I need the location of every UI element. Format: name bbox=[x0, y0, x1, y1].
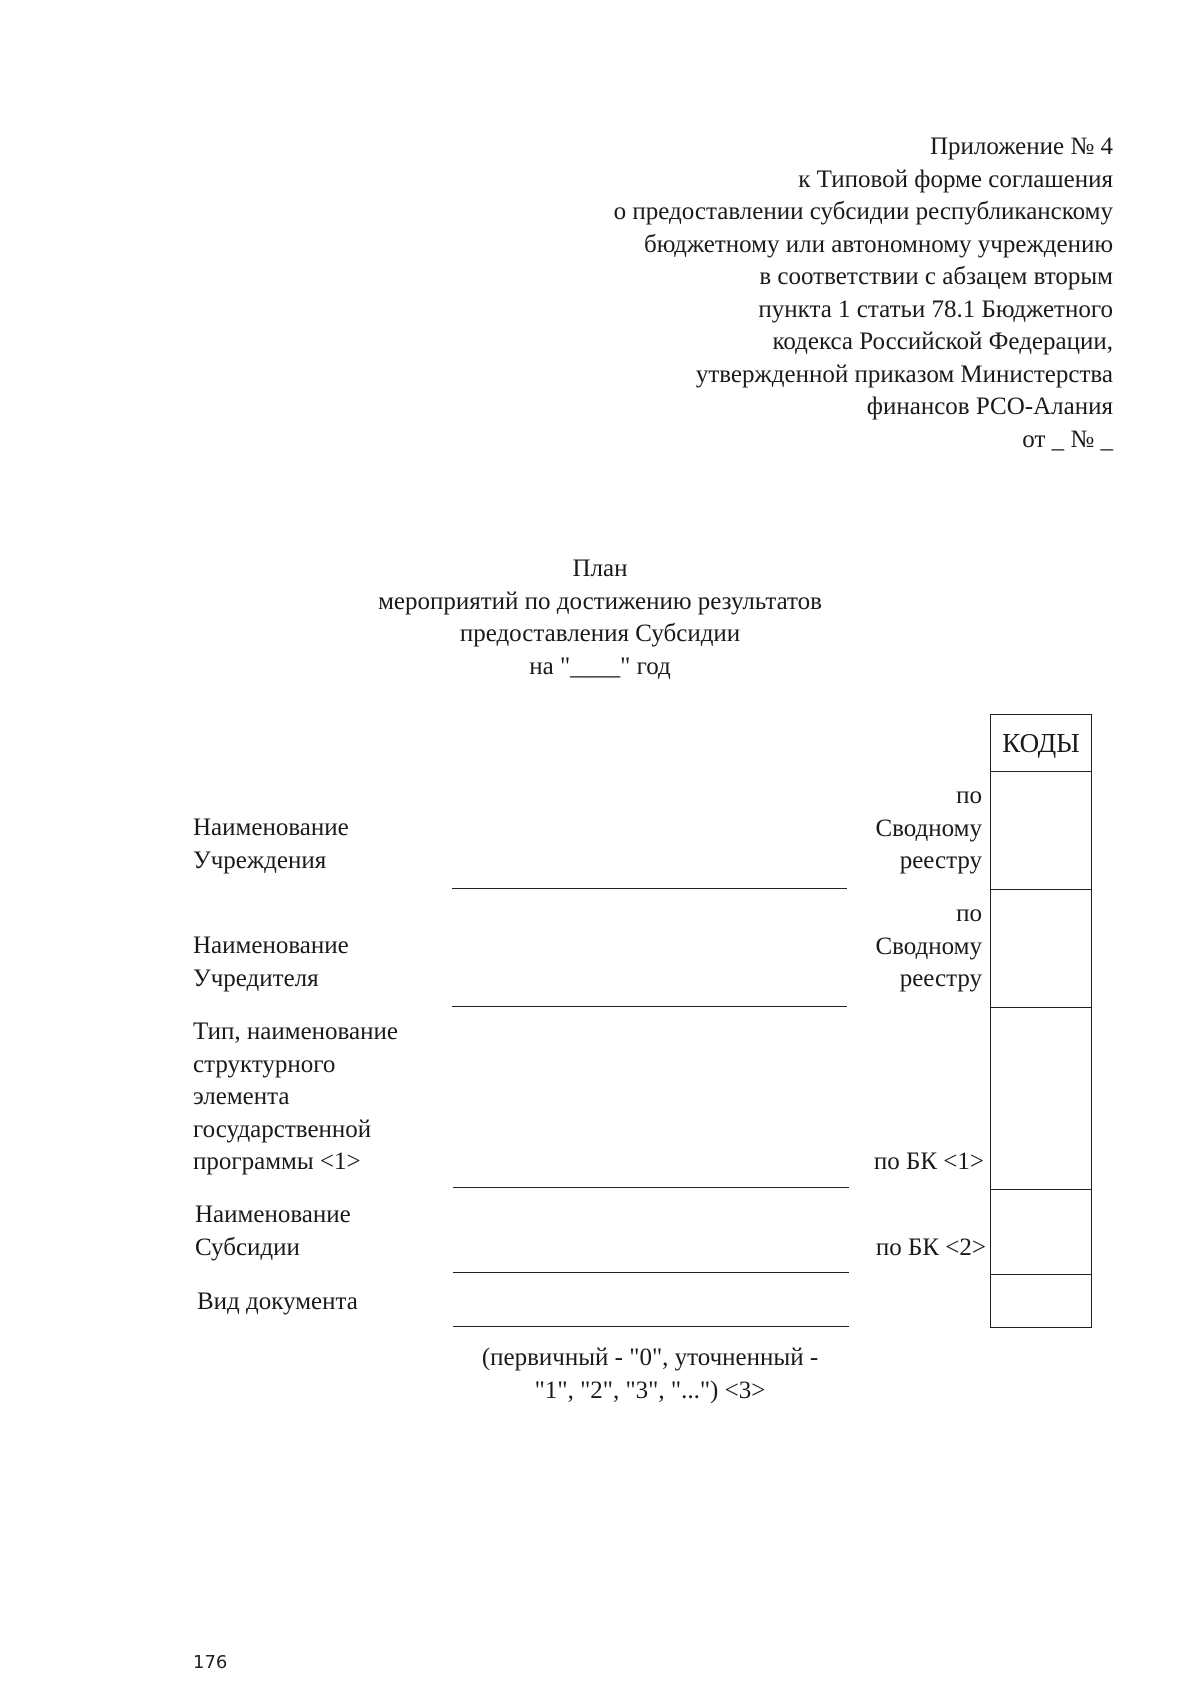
code-cell-program-bk[interactable] bbox=[991, 1007, 1091, 1189]
code-cell-doctype[interactable] bbox=[991, 1274, 1091, 1327]
appendix-line: финансов РСО-Алания bbox=[866, 393, 1113, 420]
code-label-line: по БК <1> bbox=[873, 1148, 984, 1175]
code-label-line: по БК <2> bbox=[875, 1234, 986, 1261]
label-line: программы <1> bbox=[193, 1148, 361, 1175]
code-label-line: реестру bbox=[899, 965, 982, 992]
doctype-label bbox=[197, 1286, 358, 1319]
code-cell-founder-registry[interactable] bbox=[991, 889, 1091, 1007]
title-line: на "____" год bbox=[529, 652, 671, 680]
founder-label bbox=[193, 930, 349, 995]
title-line: предоставления Субсидии bbox=[459, 620, 741, 647]
code-label-line: Сводному bbox=[875, 932, 982, 960]
appendix-line: от _ № _ bbox=[1022, 425, 1113, 453]
appendix-line: о предоставлении субсидии республиканскому bbox=[613, 198, 1113, 225]
institution-field-line[interactable] bbox=[452, 888, 847, 889]
program-code-label bbox=[874, 1146, 984, 1179]
code-label-line: по bbox=[956, 782, 982, 809]
appendix-line: утвержденной приказом Министерства bbox=[695, 360, 1113, 388]
label-line: государственной bbox=[193, 1115, 372, 1143]
label-line: Субсидии bbox=[195, 1233, 300, 1261]
code-cell-institution-registry[interactable] bbox=[991, 771, 1091, 889]
appendix-line: Приложение № 4 bbox=[929, 133, 1113, 160]
label-line: Вид документа bbox=[197, 1288, 358, 1315]
code-cell-subsidy-bk[interactable] bbox=[991, 1189, 1091, 1274]
institution-code-label bbox=[875, 780, 982, 878]
appendix-line: к Типовой форме соглашения bbox=[798, 165, 1113, 193]
label-line: структурного bbox=[193, 1050, 336, 1078]
note-line: "1", "2", "3", "...") <3> bbox=[534, 1376, 766, 1404]
institution-label bbox=[193, 812, 349, 877]
founder-code-label bbox=[875, 898, 982, 996]
label-line: Наименование bbox=[195, 1201, 351, 1228]
code-label-line: реестру bbox=[899, 847, 982, 874]
label-line: Тип, наименование bbox=[193, 1018, 398, 1045]
subsidy-code-label bbox=[876, 1232, 986, 1265]
label-line: Учреждения bbox=[193, 846, 327, 874]
subsidy-field-line[interactable] bbox=[453, 1272, 849, 1273]
label-line: Наименование bbox=[193, 814, 349, 841]
appendix-line: бюджетному или автономному учреждению bbox=[643, 230, 1113, 258]
label-line: Учредителя bbox=[193, 964, 319, 992]
title-line: мероприятий по достижению результатов bbox=[378, 587, 822, 615]
founder-field-line[interactable] bbox=[452, 1006, 847, 1007]
label-line: элемента bbox=[193, 1083, 290, 1110]
doctype-note bbox=[440, 1342, 860, 1407]
document-title bbox=[300, 553, 900, 683]
doctype-field-line[interactable] bbox=[453, 1326, 849, 1327]
title-line: План bbox=[572, 555, 628, 582]
subsidy-label bbox=[195, 1199, 351, 1264]
appendix-line: пункта 1 статьи 78.1 Бюджетного bbox=[758, 295, 1113, 323]
codes-header: КОДЫ bbox=[1002, 728, 1080, 758]
appendix-line: кодекса Российской Федерации, bbox=[772, 328, 1113, 355]
codes-table bbox=[990, 714, 1092, 1328]
note-line: (первичный - "0", уточненный - bbox=[481, 1344, 819, 1371]
code-label-line: Сводному bbox=[875, 814, 982, 842]
program-field-line[interactable] bbox=[453, 1187, 849, 1188]
appendix-line: в соответствии с абзацем вторым bbox=[759, 263, 1113, 290]
label-line: Наименование bbox=[193, 932, 349, 959]
appendix-header bbox=[413, 131, 1113, 456]
program-label bbox=[193, 1016, 398, 1179]
code-label-line: по bbox=[956, 900, 982, 927]
page-number: 176 bbox=[193, 1652, 228, 1673]
